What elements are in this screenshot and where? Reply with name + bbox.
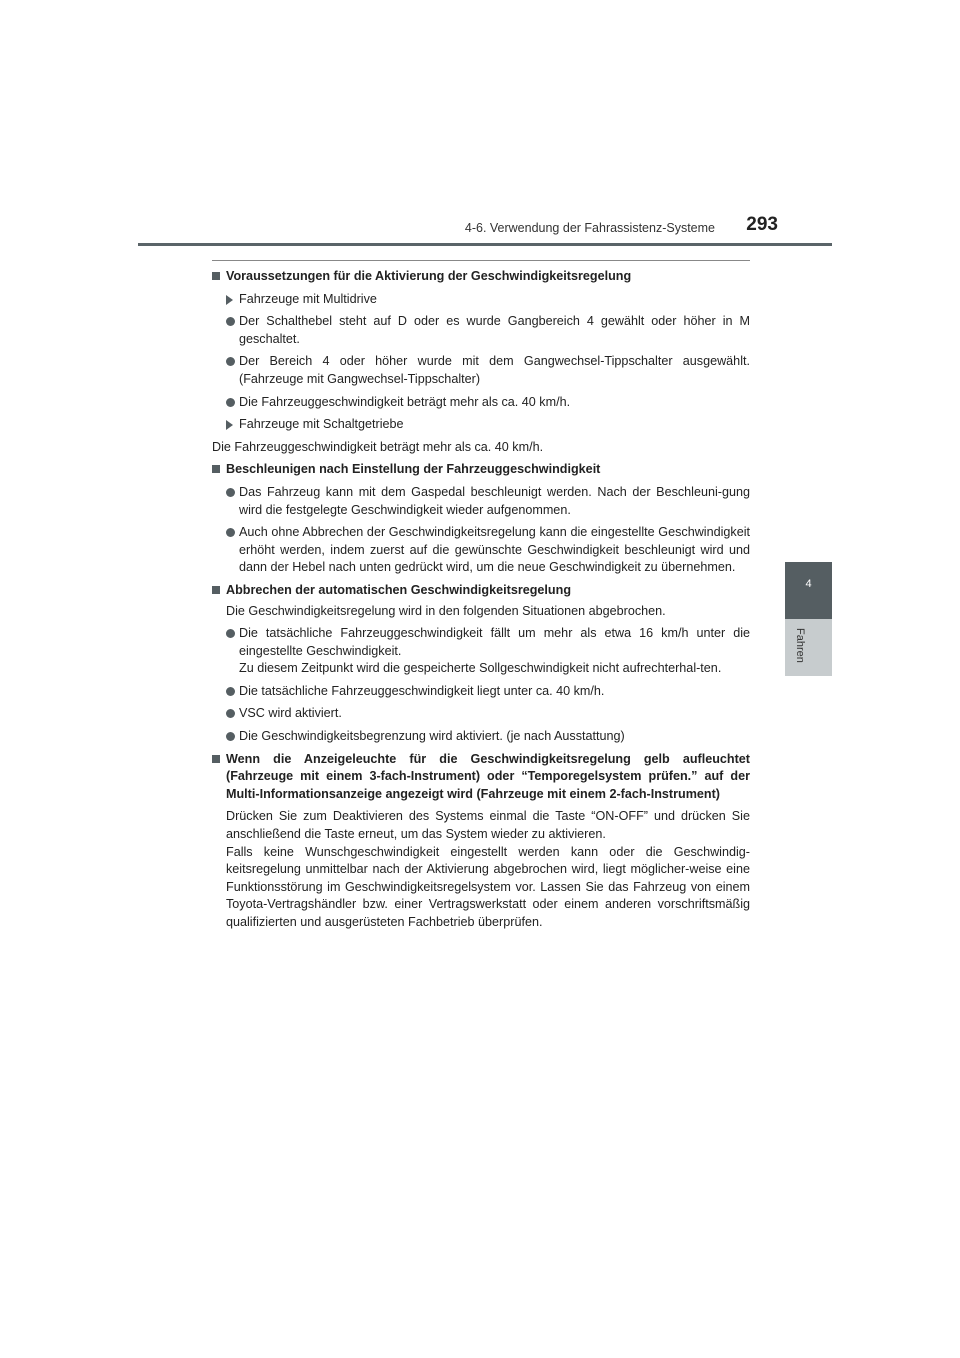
page-number: 293 bbox=[746, 214, 778, 235]
list-item-text: Die Fahrzeuggeschwindigkeit beträgt mehr als ca. 40 km/h. bbox=[239, 394, 571, 409]
list-item bbox=[212, 705, 750, 723]
section-heading-text: Wenn die Anzeigeleuchte für die Geschwindigkeitsregelung gelb aufleuchtet (Fahrzeuge mit einem 3-fach-Instrument) oder “Temporegelsystem prüfen.” auf der Multi-Informationsanzeige angezeigt wird (Fahrzeuge mit einem 2-fach-Instrument) bbox=[226, 751, 750, 801]
sub-item bbox=[212, 291, 750, 309]
section-heading-text: Voraussetzungen für die Aktivierung der Geschwindigkeitsregelung bbox=[226, 269, 632, 283]
round-bullet-icon bbox=[226, 732, 235, 741]
list-item-text: Der Schalthebel steht auf D oder es wurde Gangbereich 4 gewählt oder höher in M geschaltet. bbox=[239, 314, 750, 346]
section-heading-text: Abbrechen der automatischen Geschwindigkeitsregelung bbox=[226, 582, 572, 597]
paragraph: Die Fahrzeuggeschwindigkeit beträgt mehr als ca. 40 km/h. bbox=[212, 439, 544, 454]
list-item-text: Die Geschwindigkeitsbegrenzung wird aktiviert. (je nach Ausstattung) bbox=[239, 729, 625, 744]
round-bullet-icon bbox=[226, 317, 235, 326]
list-item bbox=[212, 683, 750, 701]
round-bullet-icon bbox=[226, 528, 235, 537]
sub-item bbox=[212, 416, 750, 434]
list-item bbox=[212, 625, 750, 678]
header-section-title: 4-6. Verwendung der Fahrassistenz-Systeme bbox=[464, 221, 715, 235]
chapter-label: Fahren bbox=[794, 628, 806, 663]
page-content bbox=[212, 268, 750, 932]
round-bullet-icon bbox=[226, 687, 235, 696]
list-item-text: Der Bereich 4 oder höher wurde mit dem Gangwechsel-Tippschalter ausgewählt. (Fahrzeuge mit Gangwechsel-Tippschalter) bbox=[239, 354, 750, 386]
section-heading bbox=[212, 461, 750, 479]
round-bullet-icon bbox=[226, 488, 235, 497]
square-bullet-icon bbox=[212, 755, 220, 763]
list-item bbox=[212, 313, 750, 348]
list-item bbox=[212, 524, 750, 577]
list-item-text: Auch ohne Abbrechen der Geschwindigkeitsregelung kann die eingestellte Geschwindigkeit erhöht werden, indem zuerst auf die gewünschte Geschwindigkeit beschleunigt wird und dann der Hebel nach unten gedrückt wird, um die neue Geschwindigkeit zu übernehmen. bbox=[239, 525, 750, 575]
chapter-number: 4 bbox=[805, 578, 812, 590]
sub-item-text: Fahrzeuge mit Multidrive bbox=[239, 291, 377, 306]
header-rule bbox=[138, 243, 832, 246]
round-bullet-icon bbox=[226, 398, 235, 407]
square-bullet-icon bbox=[212, 272, 220, 280]
list-item bbox=[212, 484, 750, 519]
content-top-rule bbox=[212, 260, 750, 261]
list-item-continuation: Zu diesem Zeitpunkt wird die gespeicherte Sollgeschwindigkeit nicht aufrechterhal-ten. bbox=[239, 661, 722, 676]
list-item-text: Die tatsächliche Fahrzeuggeschwindigkeit fällt um mehr als etwa 16 km/h unter die eingestellte Geschwindigkeit. bbox=[239, 626, 750, 658]
list-item-text: Die tatsächliche Fahrzeuggeschwindigkeit liegt unter ca. 40 km/h. bbox=[239, 683, 605, 698]
square-bullet-icon bbox=[212, 586, 220, 594]
triangle-bullet-icon bbox=[226, 420, 233, 430]
chapter-tab bbox=[785, 562, 832, 619]
list-item bbox=[212, 353, 750, 388]
square-bullet-icon bbox=[212, 465, 220, 473]
list-item bbox=[212, 728, 750, 746]
paragraph: Drücken Sie zum Deaktivieren des Systems einmal die Taste “ON-OFF” und drücken Sie anschließend die Taste erneut, um das System wieder zu aktivieren. bbox=[226, 809, 750, 842]
round-bullet-icon bbox=[226, 629, 235, 638]
sub-item-text: Fahrzeuge mit Schaltgetriebe bbox=[239, 417, 404, 432]
section-heading bbox=[212, 268, 750, 286]
list-item-text: VSC wird aktiviert. bbox=[239, 706, 342, 721]
round-bullet-icon bbox=[226, 357, 235, 366]
section-heading bbox=[212, 751, 750, 804]
list-item-text: Das Fahrzeug kann mit dem Gaspedal beschleunigt werden. Nach der Beschleuni-gung wird die festgelegte Geschwindigkeit wieder aufgenommen. bbox=[239, 484, 750, 517]
list-item bbox=[212, 394, 750, 412]
paragraph: Falls keine Wunschgeschwindigkeit eingestellt werden kann oder die Geschwindig-keitsregelung unmittelbar nach der Aktivierung abgebrochen wird, liegt möglicher-weise eine Funktionsstörung im Geschwindigkeitsregelsystem vor. Lassen Sie das Fahrzeug von einem Toyota-Vertragshändler bzw. einer Vertragswerkstatt oder einem anderen vorschriftsmäßig qualifizierten und ausgerüsteten Fachbetrieb überprüfen. bbox=[226, 844, 750, 929]
section-heading bbox=[212, 582, 750, 600]
round-bullet-icon bbox=[226, 709, 235, 718]
paragraph: Die Geschwindigkeitsregelung wird in den folgenden Situationen abgebrochen. bbox=[226, 603, 666, 618]
section-heading-text: Beschleunigen nach Einstellung der Fahrzeuggeschwindigkeit bbox=[226, 462, 601, 477]
triangle-bullet-icon bbox=[226, 295, 233, 305]
